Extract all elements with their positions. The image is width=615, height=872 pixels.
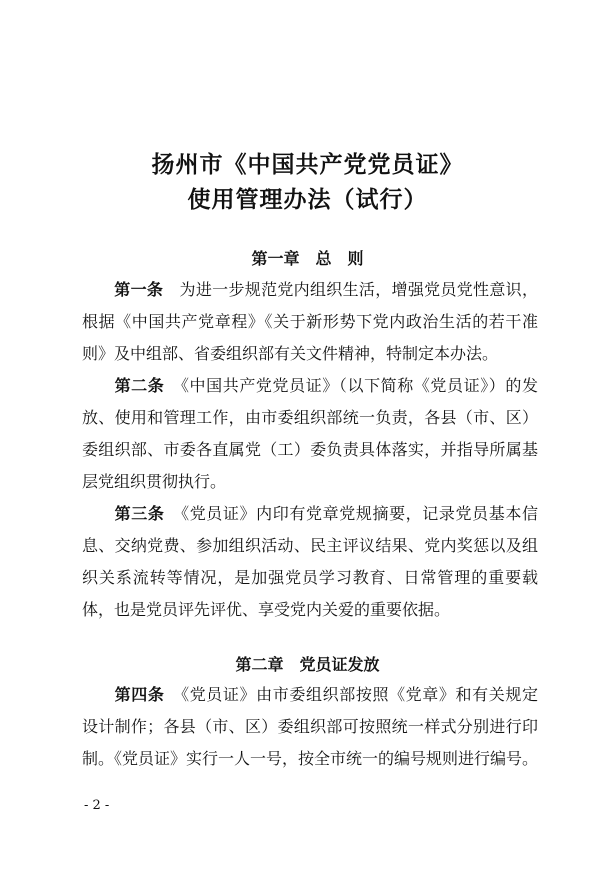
article-label: 第一条 xyxy=(114,280,164,299)
article-text: 《中国共产党党员证》（以下简称《党员证》）的发放、使用和管理工作，由市委组织部统一负责，各县（市、区）委组织部、市委各直属党（工）委负责具体落实，并指导所属基层党组织贯彻执行。 xyxy=(82,376,538,491)
article-label: 第三条 xyxy=(114,504,165,523)
page-number: - 2 - xyxy=(84,798,110,813)
chapter-heading-2: 第二章 党员证发放 xyxy=(235,655,380,674)
article-text: 为进一步规范党内组织生活，增强党员党性意识，根据《中国共产党章程》《关于新形势下党内政治生活的若干准则》及中组部、省委组织部有关文件精神，特制定本办法。 xyxy=(82,280,538,363)
document-title-line2: 使用管理办法（试行） xyxy=(187,186,428,213)
article-2 xyxy=(82,370,538,498)
article-3 xyxy=(82,498,538,626)
article-label: 第四条 xyxy=(114,685,165,704)
chapter-heading-1: 第一章 总 则 xyxy=(251,249,364,268)
article-text: 《党员证》内印有党章党规摘要，记录党员基本信息、交纳党费、参加组织活动、民主评议结果、党内奖惩以及组织关系流转等情况，是加强党员学习教育、日常管理的重要载体，也是党员评先评优、享受党内关爱的重要依据。 xyxy=(82,504,538,619)
article-text: 《党员证》由市委组织部按照《党章》和有关规定设计制作；各县（市、区）委组织部可按照统一样式分别进行印制。《党员证》实行一人一号，按全市统一的编号规则进行编号。 xyxy=(82,685,539,768)
article-1 xyxy=(82,274,538,370)
article-4 xyxy=(82,679,538,775)
article-label: 第二条 xyxy=(114,376,165,395)
document-title-line1: 扬州市《中国共产党党员证》 xyxy=(151,151,464,178)
